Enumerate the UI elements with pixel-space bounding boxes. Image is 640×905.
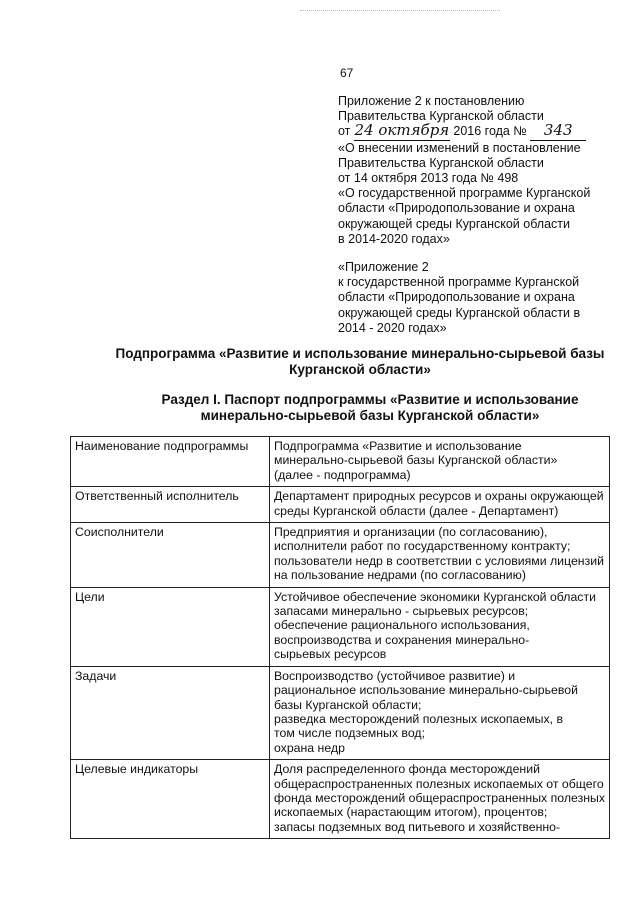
row-value-cell	[269, 587, 609, 666]
subprogram-title-line: Курганской области»	[289, 362, 431, 377]
row-name-cell: Ответственный исполнитель	[71, 487, 270, 523]
row-value-line: запасы подземных вод питьевого и хозяйственно-	[273, 819, 561, 834]
appendix2-line: 2014 - 2020 годах»	[338, 320, 447, 335]
scan-artifact	[300, 10, 500, 13]
row-value-line: Предприятия и организации (по согласованию),	[273, 525, 548, 540]
appendix-line: «О государственной программе Курганской	[338, 186, 591, 201]
appendix-header	[338, 94, 618, 247]
appendix2-line: области «Природопользование и охрана	[338, 290, 575, 305]
row-name-cell: Соисполнители	[71, 523, 270, 588]
row-value-line: разведка месторождений полезных ископаемых, в	[273, 711, 564, 726]
passport-table	[70, 436, 610, 839]
table-row	[71, 666, 610, 759]
row-value-line: воспроизводства и сохранения минерально-	[273, 632, 530, 647]
row-value-line: Подпрограмма «Развитие и использование	[273, 439, 522, 453]
table-row	[71, 487, 610, 523]
appendix-line: области «Природопользование и охрана	[338, 201, 575, 216]
row-value-line: среды Курганской области (далее - Департамент)	[273, 503, 559, 518]
row-value-line: запасами минерально - сырьевых ресурсов;	[273, 604, 529, 619]
appendix-line: Правительства Курганской области	[338, 109, 544, 124]
table-row	[71, 437, 610, 487]
row-value-cell	[269, 523, 609, 588]
row-value-cell	[269, 487, 609, 523]
appendix2-header	[338, 260, 618, 336]
row-value-line: рациональное использование минерально-сырьевой	[273, 683, 578, 698]
row-value-line: Доля распределенного фонда месторождений	[273, 762, 540, 777]
appendix-line: «О внесении изменений в постановление	[338, 140, 581, 155]
table-row	[71, 523, 610, 588]
row-value-line: исполнители работ по государственному контракту;	[273, 539, 571, 554]
section-title-line: минерально-сырьевой базы Курганской области»	[200, 408, 540, 423]
row-value-line: ископаемых (нарастающим итогом), процентов;	[273, 805, 548, 820]
row-value-line: Устойчивое обеспечение экономики Курганской области	[273, 589, 596, 604]
subprogram-title-line: Подпрограмма «Развитие и использование минерально-сырьевой базы	[115, 346, 605, 361]
year-text: 2016 года №	[453, 124, 527, 139]
row-value-line: охрана недр	[273, 740, 345, 755]
appendix-line: Правительства Курганской области	[338, 155, 544, 170]
row-value-cell	[269, 666, 609, 759]
row-value-line: Департамент природных ресурсов и охраны окружающей	[273, 489, 604, 504]
row-value-line: обеспечение рационального использования,	[273, 618, 530, 633]
row-name-cell: Наименование подпрограммы	[71, 437, 270, 487]
row-value-line: том числе подземных вод;	[273, 726, 425, 741]
row-value-cell	[269, 760, 609, 839]
appendix-line: в 2014-2020 годах»	[338, 231, 450, 246]
section-title	[90, 392, 640, 424]
table-row	[71, 760, 610, 839]
row-value-line: (далее - подпрограмма)	[273, 467, 411, 482]
appendix-line: Приложение 2 к постановлению	[338, 94, 525, 108]
row-value-line: минерально-сырьевой базы Курганской области»	[273, 453, 558, 468]
table-row	[71, 587, 610, 666]
appendix2-line: к государственной программе Курганской	[338, 275, 580, 290]
appendix2-line: окружающей среды Курганской области в	[338, 305, 581, 320]
row-name-cell: Целевые индикаторы	[71, 760, 270, 839]
appendix-line: от 14 октября 2013 года № 498	[338, 171, 519, 186]
row-value-line: сырьевых ресурсов	[273, 647, 387, 662]
row-value-line: общераспространенных полезных ископаемых от общего	[273, 776, 604, 791]
from-label: от	[338, 124, 351, 139]
appendix-date-line	[338, 121, 618, 140]
row-value-line: Воспроизводство (устойчивое развитие) и	[273, 668, 516, 683]
handwritten-number: 343	[543, 121, 573, 140]
row-value-line: на пользование недрами (по согласованию)	[273, 568, 526, 583]
row-value-line: фонда месторождений общераспространенных полезных	[273, 790, 605, 805]
row-value-cell	[269, 437, 609, 487]
appendix-line: окружающей среды Курганской области	[338, 216, 570, 231]
section-title-line: Раздел I. Паспорт подпрограммы «Развитие и использование	[161, 392, 579, 407]
page-number: 67	[340, 66, 354, 80]
row-name-cell: Задачи	[71, 666, 270, 759]
handwritten-date: 24 октября	[354, 121, 450, 140]
row-value-line: пользователи недр в соответствии с условиями лицензий	[273, 553, 604, 568]
row-value-line: базы Курганской области;	[273, 697, 422, 712]
appendix2-line: «Приложение 2	[338, 260, 429, 274]
row-name-cell: Цели	[71, 587, 270, 666]
subprogram-title	[80, 346, 640, 378]
